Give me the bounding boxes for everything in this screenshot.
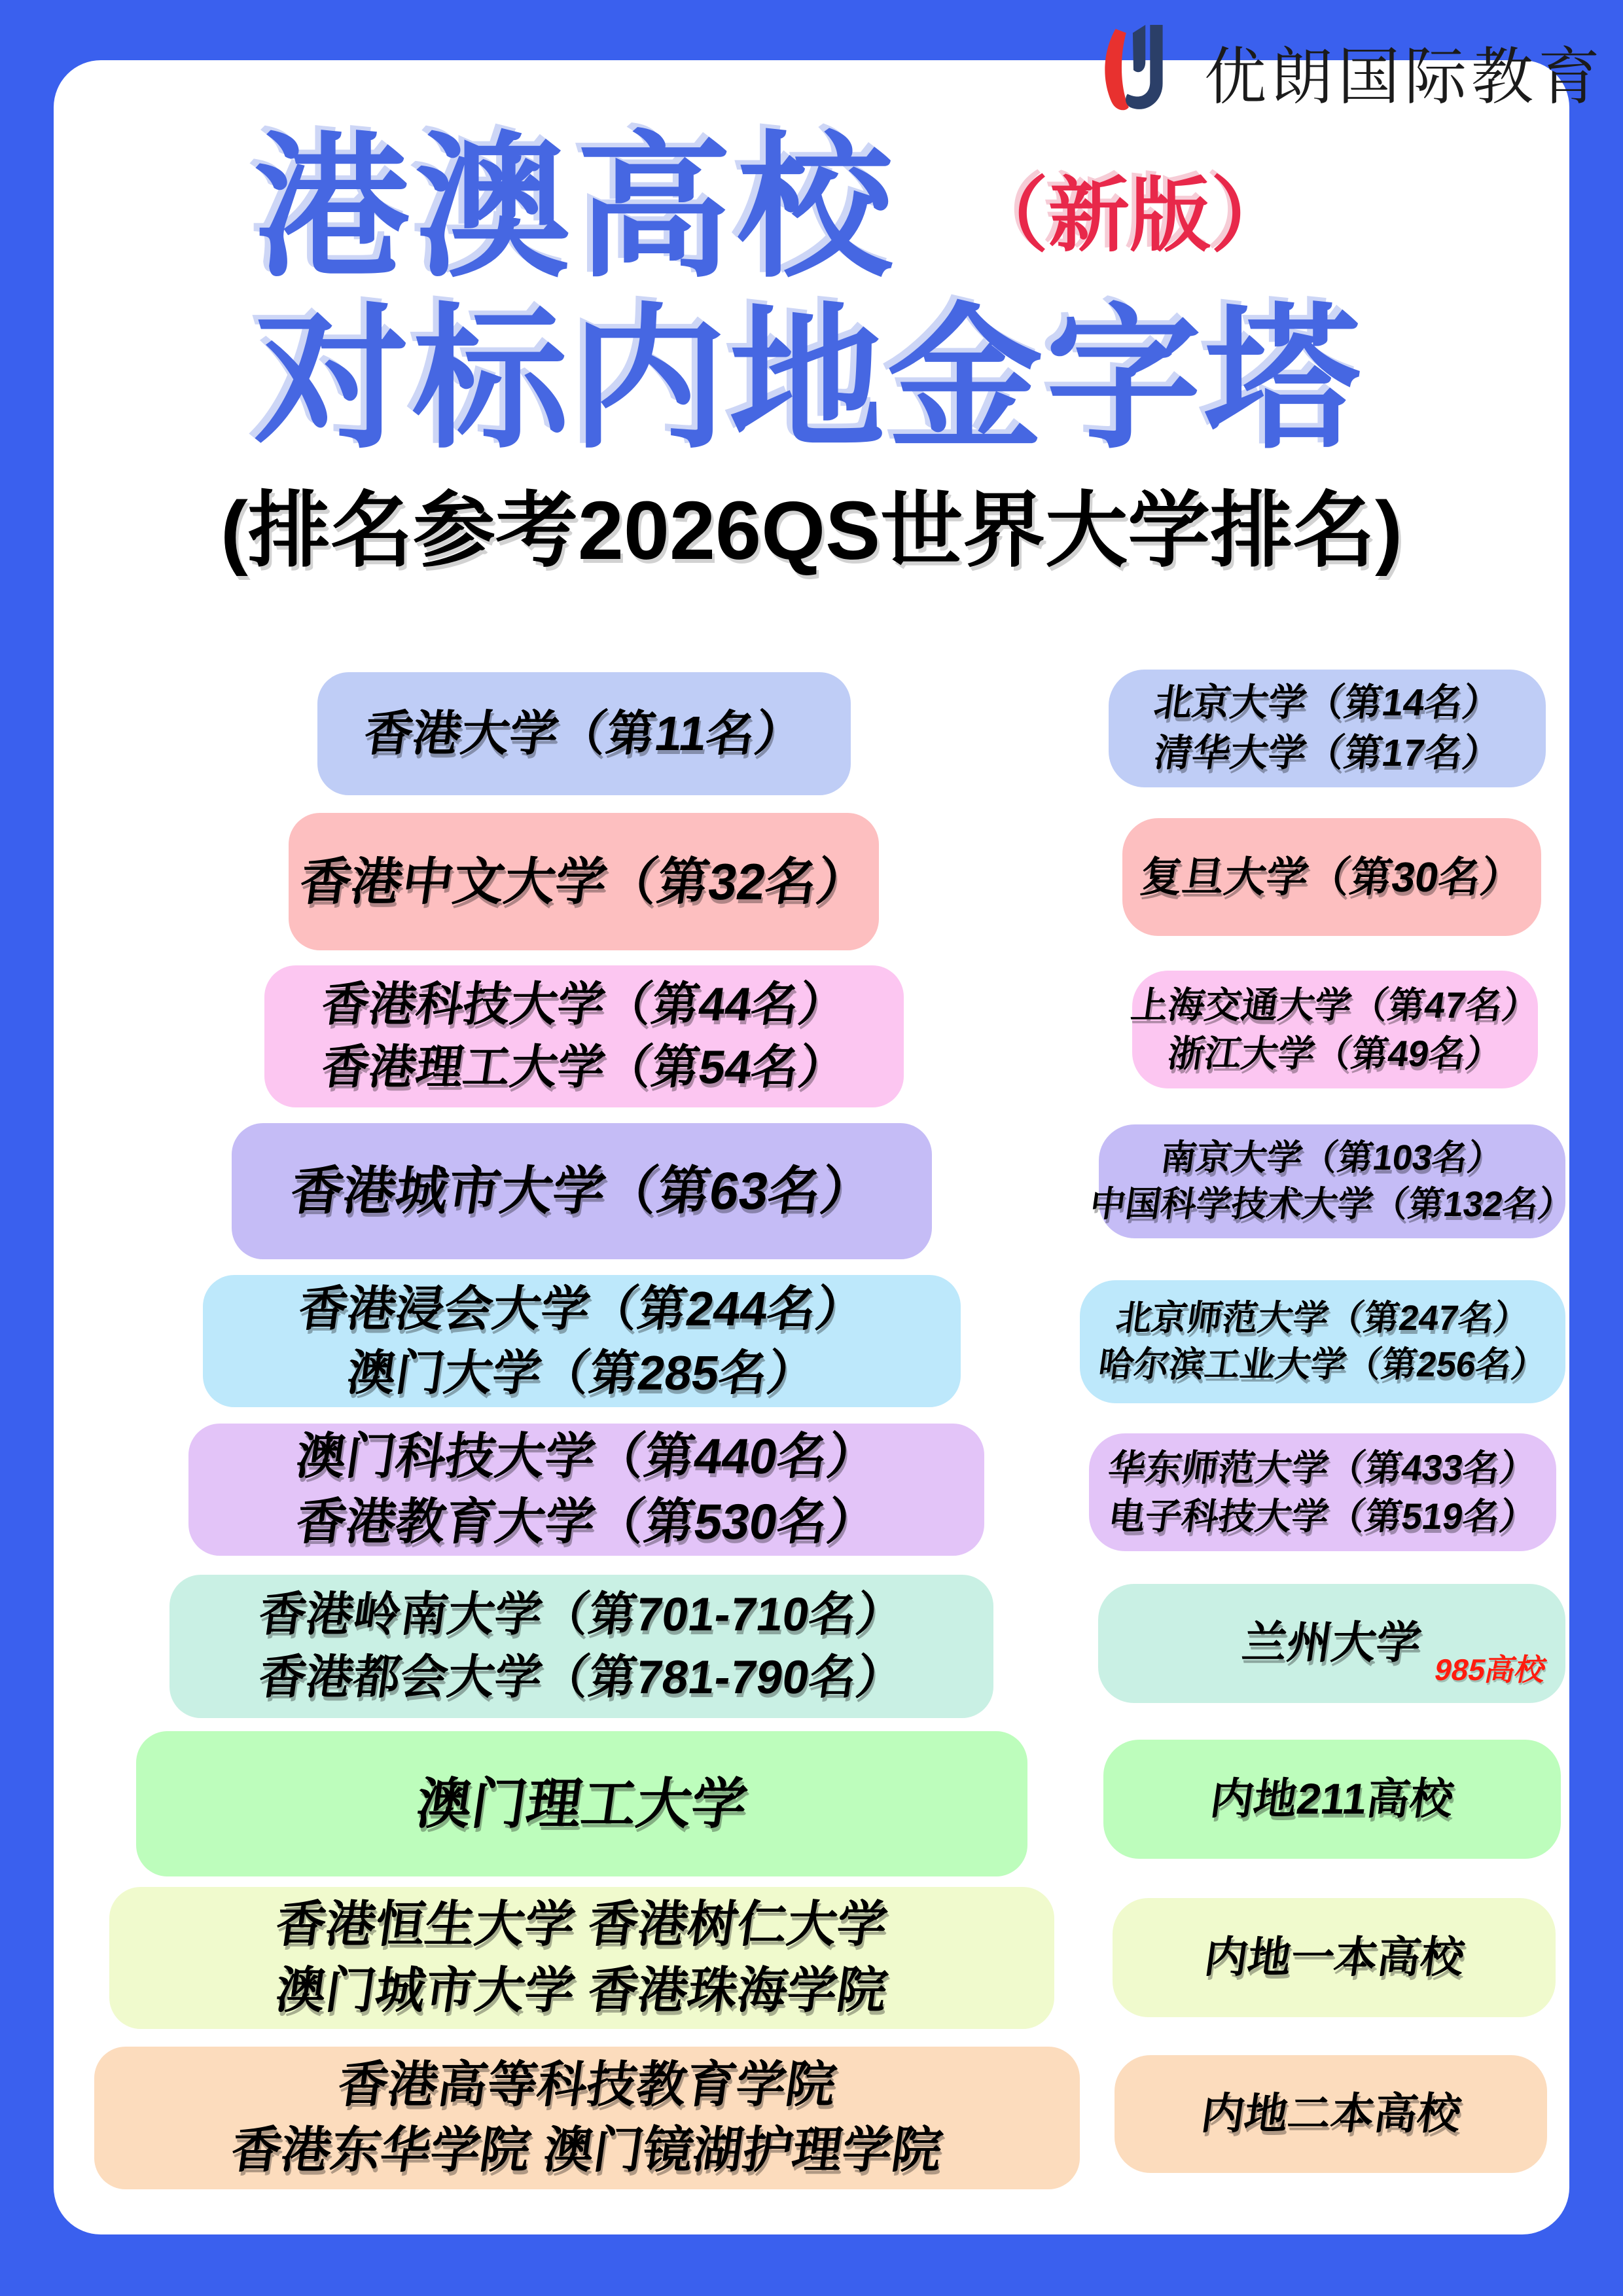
university-name: 澳门城市大学 香港珠海学院 <box>272 1962 891 2018</box>
university-name: 北京师范大学（第247名） <box>1113 1298 1532 1338</box>
tier9-mainland-box <box>1113 1898 1556 2017</box>
university-name: 复旦大学（第30名） <box>1137 853 1526 901</box>
tier9-hk-box <box>109 1887 1054 2029</box>
university-name: 哈尔滨工业大学（第256名） <box>1096 1345 1550 1384</box>
brand-name: 优朗国际教育 <box>1204 42 1605 112</box>
university-name: 华东师范大学（第433名） <box>1105 1447 1540 1489</box>
tier3-hk-box <box>264 965 904 1107</box>
university-name: 香港浸会大学（第244名） <box>295 1282 868 1336</box>
tier5-mainland-box <box>1080 1280 1565 1403</box>
tier4-hk-box <box>232 1123 932 1259</box>
tier6-mainland-box <box>1089 1433 1556 1551</box>
university-name: 上海交通大学（第47名） <box>1128 984 1542 1026</box>
university-name: 电子科技大学（第519名） <box>1105 1496 1540 1537</box>
985-badge: 985高校 <box>1431 1653 1550 1687</box>
tier8-mainland-box <box>1103 1740 1561 1859</box>
brand-logo <box>1094 20 1605 118</box>
university-name: 香港理工大学（第54名） <box>318 1041 850 1094</box>
university-name: 中国科学技术大学（第132名） <box>1088 1185 1577 1224</box>
tier-label: 内地二本高校 <box>1198 2089 1464 2138</box>
university-name: 香港科技大学（第44名） <box>318 978 850 1031</box>
tier-label: 内地一本高校 <box>1201 1933 1467 1982</box>
ranking-source-subtitle: (排名参考2026QS世界大学排名) <box>220 484 1403 577</box>
university-name: 香港教育大学（第530名） <box>292 1494 881 1550</box>
tier4-mainland-box <box>1088 1124 1577 1238</box>
university-name: 香港东华学院 澳门镜湖护理学院 <box>228 2123 946 2178</box>
university-name: 南京大学（第103名） <box>1158 1138 1506 1177</box>
title-new-edition-badge: （新版） <box>967 171 1293 261</box>
tier-label: 内地211高校 <box>1207 1774 1457 1823</box>
university-name: 澳门大学（第285名） <box>344 1346 820 1400</box>
tier3-mainland-box <box>1128 971 1542 1088</box>
tier7-hk-box <box>169 1575 993 1718</box>
university-name: 香港高等科技教育学院 <box>334 2056 840 2113</box>
tier1-mainland-box <box>1109 670 1546 787</box>
university-name: 香港城市大学（第63名） <box>287 1162 877 1221</box>
tier1-hk-box <box>317 672 851 795</box>
tier5-hk-box <box>203 1275 961 1407</box>
u-mark-logo-icon <box>1094 22 1177 115</box>
page-title-line2: 对标内地金字塔 <box>254 293 1363 467</box>
tier6-hk-box <box>188 1424 984 1556</box>
university-name: 澳门科技大学（第440名） <box>292 1428 881 1484</box>
university-name: 浙江大学（第49名） <box>1165 1033 1505 1074</box>
university-name: 香港中文大学（第32名） <box>296 852 872 910</box>
tier10-hk-box <box>94 2047 1080 2189</box>
tier2-hk-box <box>289 813 879 950</box>
university-name: 清华大学（第17名） <box>1151 732 1503 774</box>
page-title-line1: 港澳高校 <box>254 122 898 295</box>
university-name: 澳门理工大学 <box>412 1772 751 1835</box>
university-name: 香港都会大学（第781-790名） <box>255 1651 908 1704</box>
tier2-mainland-box <box>1122 818 1541 936</box>
university-name: 香港岭南大学（第701-710名） <box>255 1588 908 1641</box>
university-name: 香港大学（第11名） <box>361 706 808 761</box>
university-name: 北京大学（第14名） <box>1151 681 1503 725</box>
tier10-mainland-box <box>1115 2055 1547 2173</box>
university-name: 兰州大学 <box>1239 1618 1425 1668</box>
tier8-hk-box <box>136 1731 1027 1876</box>
university-name: 香港恒生大学 香港树仁大学 <box>272 1897 891 1953</box>
tier7-mainland-box <box>1098 1584 1565 1703</box>
